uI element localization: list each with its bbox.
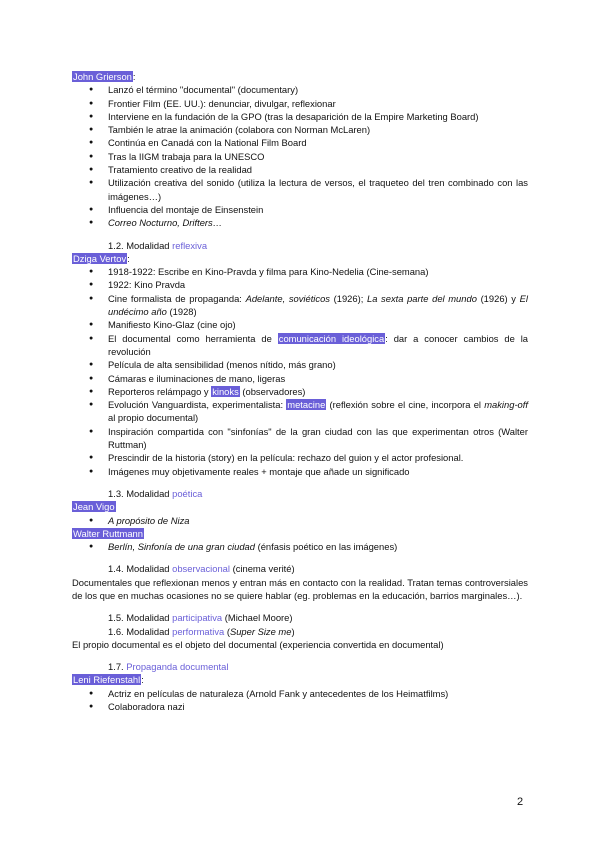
page-number: 2	[517, 796, 524, 808]
list-item: ● Colaboradora nazi	[72, 700, 528, 713]
highlighted-name: Walter Ruttmann	[73, 527, 143, 539]
person-heading-vigo	[72, 500, 528, 513]
modality-term: observacional	[172, 563, 230, 575]
vigo-list	[72, 514, 528, 527]
highlighted-term: kinoks	[212, 385, 239, 397]
list-item: ● Película de alta sensibilidad (menos nítido, más grano)	[72, 358, 528, 371]
list-item: ● Imágenes muy objetivamente reales + montaje que añade un significado	[72, 465, 528, 478]
list-item: ● Tras la IIGM trabaja para la UNESCO	[72, 150, 528, 163]
highlighted-term: comunicación ideológica	[278, 332, 385, 344]
list-item: ● Berlín, Sinfonía de una gran ciudad (énfasis poético en las imágenes)	[72, 540, 528, 553]
person-heading-ruttmann	[72, 527, 528, 540]
highlighted-term: metacine	[287, 399, 326, 411]
section-heading-1-4: 1.4. Modalidad observacional (cinema verité)	[108, 563, 295, 575]
section-heading-1-5: 1.5. Modalidad participativa (Michael Moore)	[108, 612, 293, 624]
list-item: ● Prescindir de la historia (story) en la película: rechazo del guion y el actor profesional.	[72, 451, 528, 464]
list-item: ● 1922: Kino Pravda	[72, 278, 528, 291]
section-heading-1-2: 1.2. Modalidad reflexiva	[108, 239, 208, 251]
modality-term: participativa	[172, 612, 223, 624]
list-item: ● Utilización creativa del sonido (utiliza la lectura de versos, el traqueteo del tren combinado con las imágenes…)	[72, 176, 528, 203]
modality-term: performativa	[172, 625, 225, 637]
person-heading-vertov: Dziga Vertov:	[73, 252, 130, 264]
list-item: ● Continúa en Canadá con la National Film Board	[72, 136, 528, 149]
list-item: ● El documental como herramienta de comunicación ideológica: dar a conocer cambios de la revolución	[72, 332, 528, 359]
highlighted-name: Dziga Vertov	[73, 252, 127, 264]
film-titles: Correo Nocturno, Drifters…	[108, 217, 223, 229]
list-item: ● 1918-1922: Escribe en Kino-Pravda y filma para Kino-Nedelia (Cine-semana)	[72, 265, 528, 278]
section-heading-1-6: 1.6. Modalidad performativa (Super Size me)	[108, 625, 295, 637]
list-item: ● Lanzó el término "documental" (documentary)	[72, 83, 528, 96]
list-item: ● Inspiración compartida con "sinfonías" de la gran ciudad con las que experimentan otros (Walter Ruttman)	[72, 425, 528, 452]
list-item: ● Cine formalista de propaganda: Adelante, soviéticos (1926); La sexta parte del mundo (1926) y El undécimo año (1928)	[72, 292, 528, 319]
list-item: ● Interviene en la fundación de la GPO (tras la desaparición de la Empire Marketing Board)	[72, 110, 528, 123]
list-item: ● Reporteros relámpago y kinoks (observadores)	[72, 385, 528, 398]
list-item: ● Manifiesto Kino-Glaz (cine ojo)	[72, 318, 528, 331]
ruttmann-list	[72, 540, 528, 553]
modality-term: Propaganda documental	[126, 661, 229, 673]
section-heading-1-3: 1.3. Modalidad poética	[108, 487, 203, 499]
riefenstahl-list	[72, 687, 528, 714]
modality-term: reflexiva	[172, 239, 208, 251]
grierson-list	[72, 83, 528, 229]
vertov-list	[72, 265, 528, 478]
list-item: ● Tratamiento creativo de la realidad	[72, 163, 528, 176]
person-heading-riefenstahl: Leni Riefenstahl:	[73, 674, 144, 686]
paragraph: Documentales que reflexionan menos y entran más en contacto con la realidad. Tratan temas controversiales de los que en muchas ocasiones no se quiere hablar (eg. problemas en la educación, barrios marginales…).	[72, 576, 528, 601]
highlighted-name: Leni Riefenstahl	[73, 674, 141, 686]
section-heading-1-7: 1.7. Propaganda documental	[108, 661, 229, 673]
list-item: ● Frontier Film (EE. UU.): denunciar, divulgar, reflexionar	[72, 97, 528, 110]
modality-term: poética	[172, 487, 203, 499]
highlighted-name: Jean Vigo	[73, 501, 115, 513]
list-item: ● Influencia del montaje de Einsenstein	[72, 203, 528, 216]
highlighted-name: John Grierson	[73, 71, 132, 82]
list-item: ● Evolución Vanguardista, experimentalista: metacine (reflexión sobre el cine, incorpora el making-off al propio documental)	[72, 398, 528, 425]
list-item: ● También le atrae la animación (colabora con Norman McLaren)	[72, 123, 528, 136]
paragraph: El propio documental es el objeto del documental (experiencia convertida en documental)	[72, 638, 444, 650]
list-item: ● Cámaras e iluminaciones de mano, ligeras	[72, 372, 528, 385]
list-item: ● Actriz en películas de naturaleza (Arnold Fank y antecedentes de los Heimatfilms)	[72, 687, 528, 700]
person-heading-grierson: John Grierson:	[73, 71, 136, 82]
list-item: ● A propósito de Niza	[72, 514, 528, 527]
document-body	[72, 70, 528, 713]
list-item	[72, 216, 528, 229]
